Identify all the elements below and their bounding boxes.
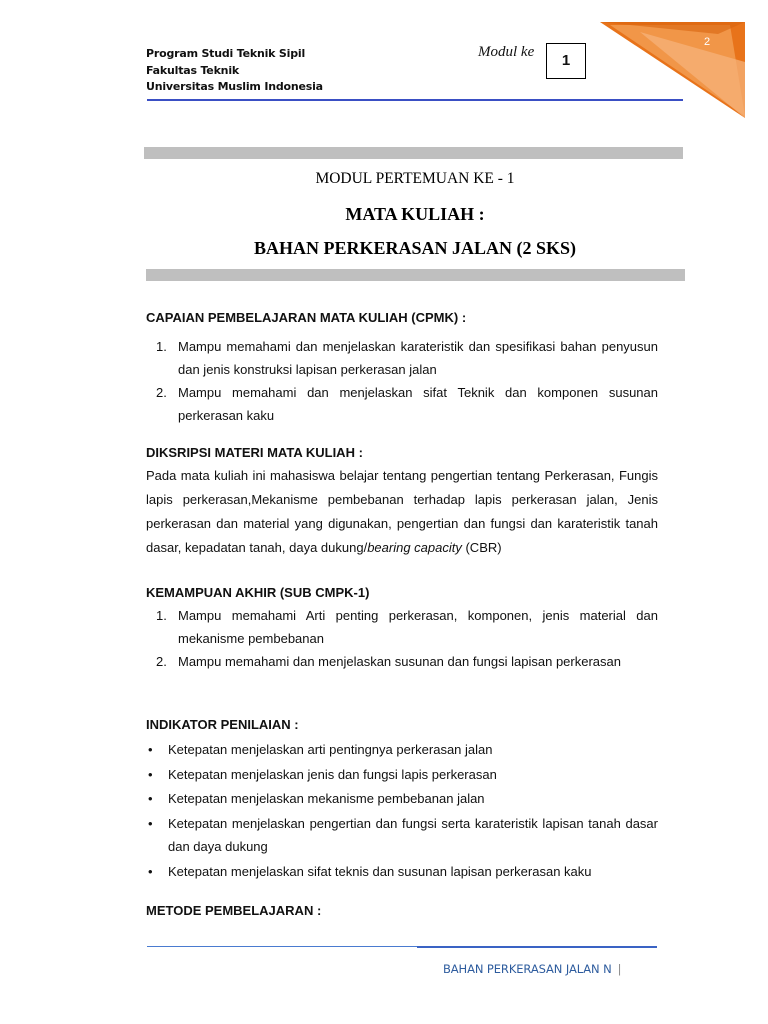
course-name-title: BAHAN PERKERASAN JALAN (2 SKS) <box>253 238 577 258</box>
deskripsi-paragraph <box>146 464 658 560</box>
metode-heading: METODE PEMBELAJARAN : <box>146 903 322 918</box>
list-text: Ketepatan menjelaskan jenis dan fungsi lapis perkerasan <box>168 766 497 782</box>
list-text: Mampu memahami dan menjelaskan sifat Teknik dan komponen susunan perkerasan kaku <box>178 385 658 423</box>
kemampuan-list <box>156 604 658 673</box>
list-item <box>146 812 658 859</box>
modul-number-box: 1 <box>546 43 586 79</box>
institution-block <box>146 46 323 96</box>
list-item <box>146 738 658 762</box>
list-number: 2. <box>156 654 167 669</box>
deskripsi-text: Pada mata kuliah ini mahasiswa belajar tentang pengertian tentang Perkerasan, Fungis lapis perkerasan,Mekanisme pembebanan terhadap lapis perkerasan jalan, Jenis perkerasan dan material yang digunakan, pengertian dan fungsi dan karateristik tanah dasar, kepadatan tanah, daya dukung/ <box>146 468 658 555</box>
list-text: Mampu memahami Arti penting perkerasan, komponen, jenis material dan mekanisme pembebanan <box>178 608 658 646</box>
title-top-bar <box>144 147 683 159</box>
bullet-icon: • <box>148 815 153 831</box>
university-name: Universitas Muslim Indonesia <box>146 80 323 93</box>
footer <box>443 962 621 976</box>
list-text: Ketepatan menjelaskan pengertian dan fungsi serta karateristik lapisan tanah dasar dan daya dukung <box>168 815 658 854</box>
cpmk-heading: CAPAIAN PEMBELAJARAN MATA KULIAH (CPMK) : <box>146 310 467 325</box>
page-number: 2 <box>704 36 711 48</box>
kemampuan-heading: KEMAMPUAN AKHIR (SUB CMPK-1) <box>146 585 370 600</box>
modul-label: Modul ke <box>478 44 535 60</box>
bullet-icon: • <box>148 742 153 757</box>
deskripsi-text-end: (CBR) <box>461 540 502 555</box>
list-text: Ketepatan menjelaskan mekanisme pembebanan jalan <box>168 791 485 806</box>
bullet-icon: • <box>148 863 153 879</box>
list-item <box>156 381 658 427</box>
list-text: Ketepatan menjelaskan arti pentingnya perkerasan jalan <box>168 742 493 757</box>
footer-rule <box>147 946 417 947</box>
list-number: 2. <box>156 385 167 400</box>
title-bottom-bar <box>146 269 685 281</box>
list-item <box>156 604 658 650</box>
list-item <box>156 650 658 673</box>
deskripsi-italic-term: bearing capacity <box>367 540 462 555</box>
list-text: Mampu memahami dan menjelaskan susunan dan fungsi lapisan perkerasan <box>178 654 621 669</box>
course-label-title: MATA KULIAH : <box>345 204 485 224</box>
bullet-icon: • <box>148 766 153 782</box>
module-meeting-title: MODUL PERTEMUAN KE - 1 <box>315 170 515 187</box>
list-item <box>146 763 658 787</box>
faculty-name: Fakultas Teknik <box>146 63 240 77</box>
list-item <box>146 787 658 811</box>
header-rule <box>147 99 683 101</box>
program-name: Program Studi Teknik Sipil <box>146 47 306 60</box>
footer-rule-accent <box>417 946 657 948</box>
deskripsi-heading: DIKSRIPSI MATERI MATA KULIAH : <box>146 445 363 460</box>
indikator-heading: INDIKATOR PENILAIAN : <box>146 717 299 732</box>
list-text: Ketepatan menjelaskan sifat teknis dan susunan lapisan perkerasan kaku <box>168 863 592 879</box>
list-item <box>146 860 658 884</box>
cpmk-list <box>156 335 658 427</box>
footer-separator: | <box>617 962 622 976</box>
footer-course-name: BAHAN PERKERASAN JALAN N <box>443 962 612 976</box>
list-number: 1. <box>156 339 167 354</box>
indikator-list <box>146 738 658 884</box>
corner-decoration <box>600 22 745 122</box>
bullet-icon: • <box>148 791 153 806</box>
list-text: Mampu memahami dan menjelaskan karateristik dan spesifikasi bahan penyusun dan jenis konstruksi lapisan perkerasan jalan <box>178 339 658 377</box>
list-item <box>156 335 658 381</box>
list-number: 1. <box>156 608 167 623</box>
